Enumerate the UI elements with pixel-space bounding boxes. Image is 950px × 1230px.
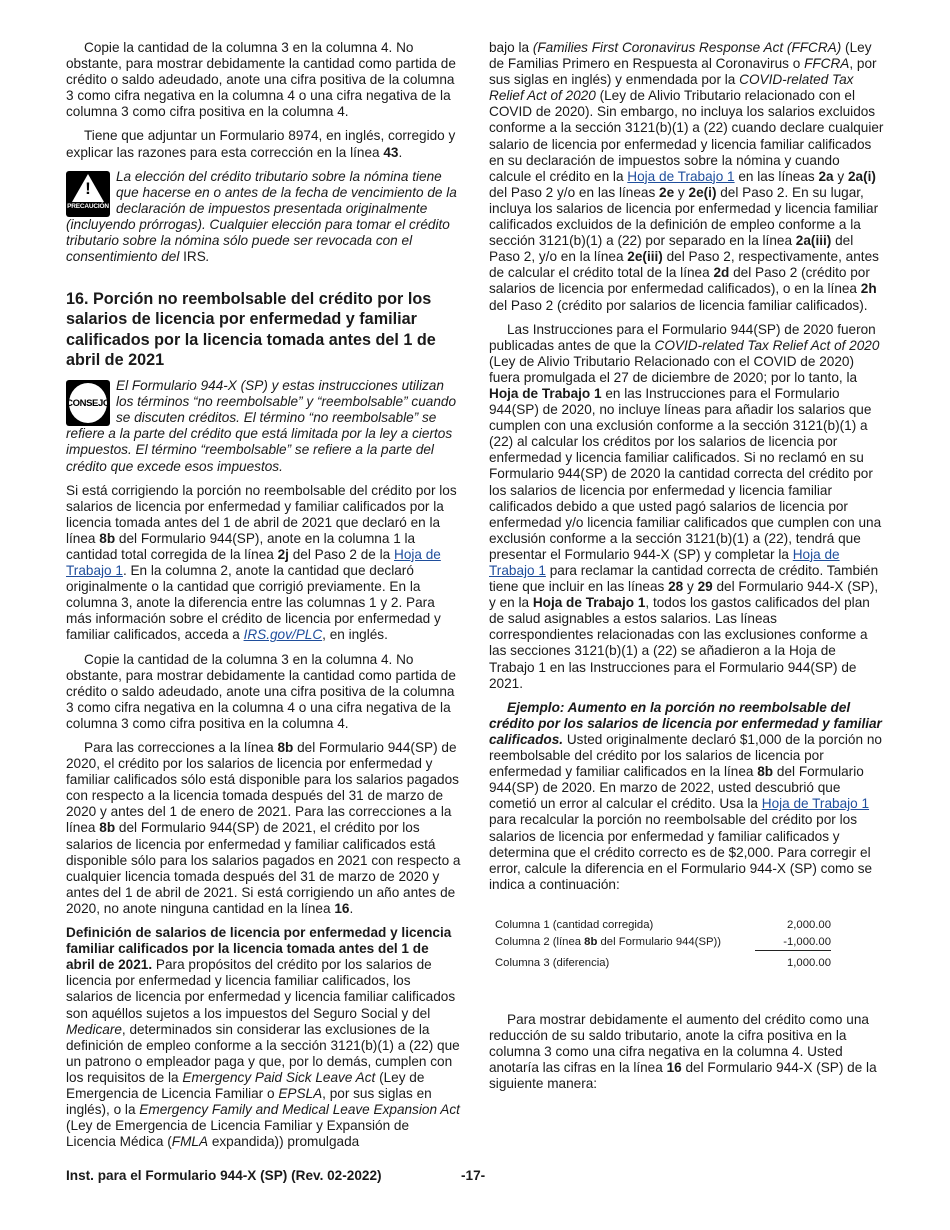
- tip-note: CONSEJO El Formulario 944-X (SP) y estas instrucciones utilizan los términos “no reembolsable” y “reembolsable” cuando se discuten créditos. El término “no reembolsable” se refiere a la parte del crédito que está limitada por la ley a ciertos impuestos. El término “reembolsable” se refiere a la parte del crédito que excede esos impuestos.: [66, 378, 457, 474]
- section-heading: 16. Porción no reembolsable del crédito por los salarios de licencia por enfermedad y familiar calificados por la licencia tomada antes del 1 de abril de 2021: [66, 290, 436, 369]
- irs-plc-link[interactable]: IRS.gov/PLC: [243, 627, 323, 643]
- worksheet-link[interactable]: Hoja de Trabajo 1: [761, 796, 870, 812]
- paragraph: Definición de salarios de licencia por enfermedad y licencia familiar calificados por la licencia tomada antes del 1 de abril de 2021. Para propósitos del crédito por los salarios de licencia por enfermedad y licencia familiar calificados, los salarios de licencia por enfermedad y licencia familiar calificados son aquéllos sujetos a los impuestos del Seguro Social y del Medicare, determinados sin considerar las exclusiones de la definición de empleo conforme a la sección 3121(b)(1) a (22) que un patrono o empleador paga y que, por lo demás, cumplen con los requisitos de la Emergency Paid Sick Leave Act (Ley de Emergencia de Licencia Familiar o EPSLA, por sus siglas en inglés), o la Emergency Family and Medical Leave Expansion Act (Ley de Emergencia de Licencia Familiar y Expansión de Licencia Médica (FMLA expandida)) promulgada: [66, 925, 460, 1150]
- paragraph: Para las correcciones a la línea 8b del Formulario 944(SP) de 2020, el crédito por los salarios de licencia por enfermedad y familiar calificados sólo está disponible para los salarios pagados con respecto a la licencia tomada después del 31 de marzo de 2020 y antes del 1 de enero de 2021. Para las correcciones a la línea 8b del Formulario 944(SP) de 2021, el crédito por los salarios de licencia por enfermedad y familiar calificados está disponible sólo para los salarios pagados en 2021 con respecto a cualquier licencia tomada después del 31 de marzo de 2020 y antes del 1 de abril de 2021. Si está corrigiendo un año antes de 2020, no anote ninguna cantidad en la línea 16.: [66, 740, 461, 916]
- example-table: [495, 917, 831, 972]
- paragraph: Copie la cantidad de la columna 3 en la columna 4. No obstante, para mostrar debidamente la cantidad como partida de crédito o saldo adeudado, anote una cifra positiva de la columna 3 como cifra negativa en la columna 4 o una cifra negativa de la columna 3 como cifra positiva en la columna 4.: [66, 40, 456, 120]
- paragraph: Las Instrucciones para el Formulario 944(SP) de 2020 fueron publicadas antes de que la COVID-related Tax Relief Act of 2020 (Ley de Alivio Tributario Relacionado con el COVID de 2020) fuera promulgada el 27 de diciembre de 2020; por lo tanto, la Hoja de Trabajo 1 en las Instrucciones para el Formulario 944(SP) de 2020, no incluye líneas para añadir los salarios que cumplen con una exclusión conforme a la sección 3121(b)(1) a (22) al calcular los créditos por los salarios de licencia por enfermedad y licencia familiar calificados. Si no reclamó en su Formulario 944(SP) de 2020 la cantidad correcta del crédito por los salarios de licencia por enfermedad y licencia familiar calificados debido a que usted pagó salarios de licencia por enfermedad y/o licencia familiar calificados que cumplen con una exclusión conforme a la sección 3121(b)(1) a (22), tendrá que presentar el Formulario 944-X (SP) y completar la Hoja de Trabajo 1 para reclamar la cantidad correcta de crédito. También tiene que incluir en las líneas 28 y 29 del Formulario 944-X (SP), y en la Hoja de Trabajo 1, todos los gastos calificados del plan de salud asignables a estos salarios. Las líneas correspondientes relacionadas con las exclusiones conforme a las secciones 3121(b)(1) a (22) se añadieron a la Hoja de Trabajo 1 en las Instrucciones para el Formulario 944(SP) de 2021.: [489, 321, 882, 691]
- right-column: [489, 40, 884, 1100]
- table-row: Columna 1 (cantidad corregida) 2,000.00: [495, 918, 831, 931]
- left-column: [66, 40, 461, 1158]
- paragraph: Copie la cantidad de la columna 3 en la columna 4. No obstante, para mostrar debidamente la cantidad como partida de crédito o saldo adeudado, anote una cifra positiva de la columna 3 como cifra negativa en la columna 4 o una cifra negativa de la columna 3 como cifra positiva en la columna 4.: [66, 651, 456, 731]
- page-number: -17-: [461, 1168, 486, 1183]
- paragraph: Tiene que adjuntar un Formulario 8974, en inglés, corregido y explicar las razones para esta corrección en la línea 43.: [66, 128, 456, 160]
- footer-title: Inst. para el Formulario 944-X (SP) (Rev. 02-2022): [66, 1168, 382, 1183]
- paragraph: Para mostrar debidamente el aumento del crédito como una reducción de su saldo tributario, anote la cifra positiva en la columna 3 como una cifra negativa en la columna 4. Usted anotaría las cifras en la línea 16 del Formulario 944-X (SP) de la siguiente manera:: [489, 1011, 877, 1092]
- worksheet-link[interactable]: Hoja de Trabajo 1: [627, 168, 735, 184]
- paragraph: Ejemplo: Aumento en la porción no reembolsable del crédito por los salarios de licencia por enfermedad y familiar calificados. Usted originalmente declaró $1,000 de la porción no reembolsable del crédito por los salarios de licencia por enfermedad y familiar calificados en la línea 8b del Formulario 944(SP) de 2020. En marzo de 2022, usted descubrió que cometió un error al calcular el crédito. Usa la Hoja de Trabajo 1 para recalcular la porción no reembolsable del crédito por los salarios de licencia por enfermedad y familiar calificados y determina que el crédito correcto es de $2,000. Para corregir el error, calcule la diferencia en el Formulario 944-X (SP) como se indica a continuación:: [489, 699, 882, 892]
- worksheet-link[interactable]: Hoja de Trabajo 1: [66, 546, 441, 579]
- table-row: Columna 2 (línea 8b del Formulario 944(SP)) -1,000.00: [495, 934, 831, 952]
- paragraph: Si está corrigiendo la porción no reembolsable del crédito por los salarios de licencia por enfermedad y familiar calificados por la licencia tomada antes del 1 de abril de 2021 que declaró en la línea 8b del Formulario 944(SP), anote en la columna 1 la cantidad total corregida de la línea 2j del Paso 2 de la Hoja de Trabajo 1. En la columna 2, anote la cantidad que declaró originalmente o la cantidad que corrigió previamente. En la columna 3, anote la diferencia entre las columnas 1 y 2. Para más información sobre el crédito de licencia por enfermedad y familiar calificados, acceda a IRS.gov/PLC, en inglés.: [66, 482, 457, 643]
- table-row: Columna 3 (diferencia) 1,000.00: [495, 956, 831, 969]
- caution-note: ! PRECAUCIÓN La elección del crédito tributario sobre la nómina tiene que hacerse en o antes de la fecha de vencimiento de la declaración de impuestos presentada originalmente (incluyendo prórrogas). Cualquier elección para tomar el crédito tributario sobre la nómina sólo puede ser revocada con el consentimiento del IRS.: [66, 168, 457, 265]
- worksheet-link[interactable]: Hoja de Trabajo 1: [489, 546, 840, 578]
- caution-icon: ! PRECAUCIÓN: [66, 171, 110, 217]
- tip-icon: CONSEJO: [66, 380, 110, 426]
- paragraph: bajo la (Families First Coronavirus Response Act (FFCRA) (Ley de Familias Primero en Respuesta al Coronavirus o FFCRA, por sus siglas en inglés) y enmendada por la COVID-related Tax Relief Act of 2020 (Ley de Alivio Tributario relacionado con el COVID de 2020). Sin embargo, no incluya los salarios excluidos conforme a la sección 3121(b)(1) a (22) cuando declare cualquier salario de licencia por enfermedad y licencia familiar calificados en su declaración de impuestos sobre la nómina y cuando calcule el crédito en la Hoja de Trabajo 1 en las líneas 2a y 2a(i) del Paso 2 y/o en las líneas 2e y 2e(i) del Paso 2. En su lugar, incluya los salarios de licencia por enfermedad y licencia familiar calificados excluidos de la definición de empleo conforme a la sección 3121(b)(1) a (22) por separado en la línea 2a(iii) del Paso 2, y/o en la línea 2e(iii) del Paso 2, respectivamente, antes de calcular el crédito total de la línea 2d del Paso 2 (crédito por salarios de licencia por enfermedad calificados), o en la línea 2h del Paso 2 (crédito por salarios de licencia familiar calificados).: [489, 40, 884, 313]
